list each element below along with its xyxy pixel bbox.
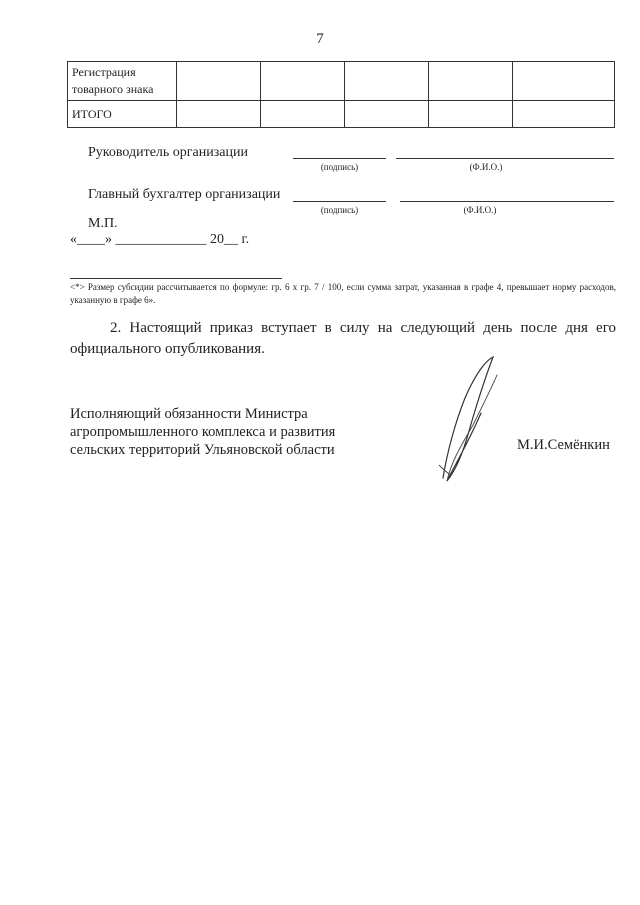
- accountant-signature-label: Главный бухгалтер организации: [88, 187, 281, 202]
- head-sign-line: [293, 158, 386, 159]
- head-name-line: [396, 158, 614, 159]
- page-number: 7: [316, 31, 324, 47]
- table-cell: [261, 101, 345, 128]
- table-cell: [177, 62, 261, 101]
- table-cell: [429, 62, 513, 101]
- table-cell: [345, 62, 429, 101]
- subsidy-table: [67, 61, 615, 128]
- accountant-sign-caption: (подпись): [320, 205, 359, 215]
- table-row: [68, 101, 615, 128]
- table-cell: [513, 101, 615, 128]
- table-cell: [429, 101, 513, 128]
- row-label-total: ИТОГО: [68, 101, 177, 128]
- signer-title-line: агропромышленного комплекса и развития: [70, 424, 336, 440]
- signer-title-line: сельских территорий Ульяновской области: [70, 442, 335, 458]
- head-name-caption: (Ф.И.О.): [469, 162, 503, 172]
- table-cell: [261, 62, 345, 101]
- date-line: «____» _____________ 20__ г.: [70, 232, 250, 247]
- effective-date-paragraph: 2. Настоящий приказ вступает в силу на следующий день после дня его официального опубликования.: [70, 320, 616, 357]
- head-signature-label: Руководитель организации: [88, 145, 248, 160]
- accountant-sign-line: [293, 201, 386, 202]
- table-cell: [345, 101, 429, 128]
- footnote: <*> Размер субсидии рассчитывается по формуле: гр. 6 х гр. 7 / 100, если сумма затрат, указанная в графе 4, превышает норму расходов, указанную в графе 6».: [70, 282, 616, 305]
- handwritten-signature: [425, 353, 515, 488]
- signer-title: [70, 405, 370, 459]
- table-cell: [513, 62, 615, 101]
- row-label-trademark: Регистрация товарного знака: [68, 62, 177, 101]
- stamp-label: М.П.: [88, 216, 118, 231]
- signer-title-line: Исполняющий обязанности Министра: [70, 406, 308, 422]
- table-cell: [177, 101, 261, 128]
- table-row: [68, 62, 615, 101]
- footnote-separator: [70, 278, 282, 279]
- signer-name: М.И.Семёнкин: [517, 437, 610, 453]
- head-sign-caption: (подпись): [320, 162, 359, 172]
- accountant-name-line: [400, 201, 614, 202]
- accountant-name-caption: (Ф.И.О.): [463, 205, 497, 215]
